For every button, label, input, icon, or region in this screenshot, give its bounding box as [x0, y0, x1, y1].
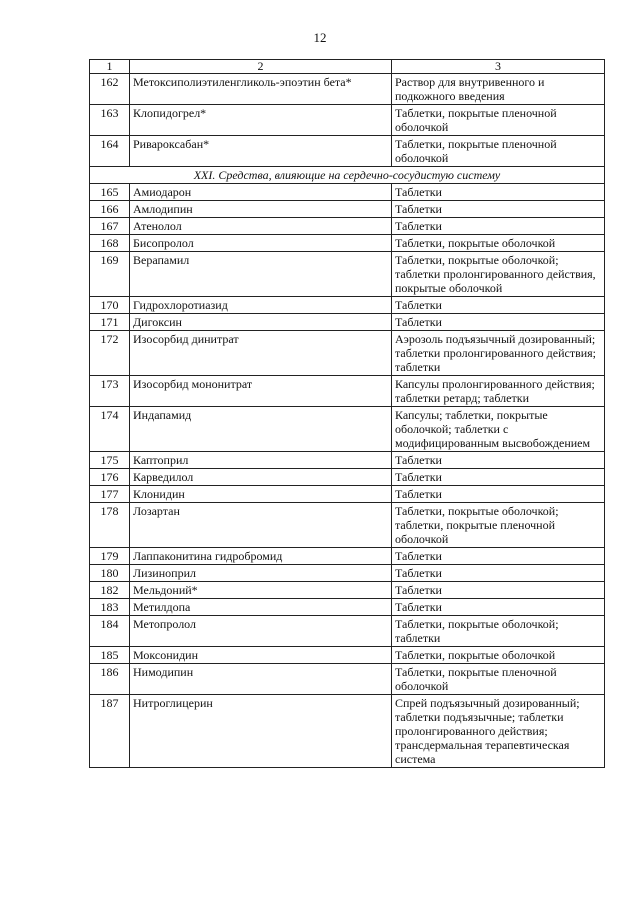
table-row: [90, 664, 605, 695]
dosage-form: Таблетки: [392, 548, 605, 565]
table-row: [90, 252, 605, 297]
row-number: 184: [90, 616, 130, 647]
table-row: [90, 218, 605, 235]
row-number: 179: [90, 548, 130, 565]
row-number: 183: [90, 599, 130, 616]
dosage-form: Таблетки: [392, 486, 605, 503]
row-number: 173: [90, 376, 130, 407]
drug-name: Изосорбид мононитрат: [130, 376, 392, 407]
row-number: 168: [90, 235, 130, 252]
dosage-form: Таблетки: [392, 218, 605, 235]
column-header-1: 1: [90, 60, 130, 74]
drug-table: [89, 59, 605, 768]
section-title: XXI. Средства, влияющие на сердечно-сосудистую систему: [90, 167, 605, 184]
dosage-form: Таблетки, покрытые пленочной оболочкой: [392, 136, 605, 167]
table-row: [90, 376, 605, 407]
row-number: 164: [90, 136, 130, 167]
drug-name: Изосорбид динитрат: [130, 331, 392, 376]
drug-name: Верапамил: [130, 252, 392, 297]
dosage-form: Раствор для внутривенного и подкожного введения: [392, 74, 605, 105]
row-number: 185: [90, 647, 130, 664]
row-number: 163: [90, 105, 130, 136]
row-number: 177: [90, 486, 130, 503]
table-row: [90, 565, 605, 582]
table-row: [90, 297, 605, 314]
drug-name: Нитроглицерин: [130, 695, 392, 768]
drug-name: Клопидогрел*: [130, 105, 392, 136]
section-row: [90, 167, 605, 184]
table-row: [90, 616, 605, 647]
drug-name: Клонидин: [130, 486, 392, 503]
table-header-row: [90, 60, 605, 74]
table-row: [90, 184, 605, 201]
column-header-2: 2: [130, 60, 392, 74]
dosage-form: Аэрозоль подъязычный дозированный; таблетки пролонгированного действия; таблетки: [392, 331, 605, 376]
dosage-form: Таблетки, покрытые оболочкой; таблетки: [392, 616, 605, 647]
row-number: 167: [90, 218, 130, 235]
row-number: 171: [90, 314, 130, 331]
row-number: 162: [90, 74, 130, 105]
table-row: [90, 235, 605, 252]
row-number: 182: [90, 582, 130, 599]
table-row: [90, 331, 605, 376]
dosage-form: Таблетки: [392, 565, 605, 582]
drug-name: Бисопролол: [130, 235, 392, 252]
dosage-form: Таблетки, покрытые оболочкой: [392, 235, 605, 252]
dosage-form: Таблетки: [392, 469, 605, 486]
table-row: [90, 136, 605, 167]
table-row: [90, 314, 605, 331]
dosage-form: Капсулы пролонгированного действия; таблетки ретард; таблетки: [392, 376, 605, 407]
column-header-3: 3: [392, 60, 605, 74]
dosage-form: Таблетки, покрытые оболочкой; таблетки пролонгированного действия, покрытые оболочкой: [392, 252, 605, 297]
table-row: [90, 105, 605, 136]
table-row: [90, 74, 605, 105]
table-body-top: [90, 74, 605, 167]
table-row: [90, 486, 605, 503]
row-number: 174: [90, 407, 130, 452]
drug-name: Метоксиполиэтиленгликоль-эпоэтин бета*: [130, 74, 392, 105]
row-number: 165: [90, 184, 130, 201]
row-number: 178: [90, 503, 130, 548]
table-row: [90, 599, 605, 616]
drug-name: Метопролол: [130, 616, 392, 647]
table-row: [90, 582, 605, 599]
page-number: 12: [313, 30, 327, 45]
drug-name: Амиодарон: [130, 184, 392, 201]
row-number: 175: [90, 452, 130, 469]
dosage-form: Таблетки: [392, 599, 605, 616]
table-body-main: [90, 184, 605, 768]
drug-name: Каптоприл: [130, 452, 392, 469]
drug-name: Лозартан: [130, 503, 392, 548]
row-number: 170: [90, 297, 130, 314]
drug-name: Нимодипин: [130, 664, 392, 695]
drug-name: Метилдопа: [130, 599, 392, 616]
row-number: 172: [90, 331, 130, 376]
dosage-form: Таблетки: [392, 582, 605, 599]
table-row: [90, 469, 605, 486]
row-number: 176: [90, 469, 130, 486]
drug-name: Карведилол: [130, 469, 392, 486]
table-row: [90, 647, 605, 664]
table-row: [90, 548, 605, 565]
table-row: [90, 452, 605, 469]
dosage-form: Таблетки: [392, 184, 605, 201]
section-row-group: [90, 167, 605, 184]
row-number: 169: [90, 252, 130, 297]
drug-name: Ривароксабан*: [130, 136, 392, 167]
table-row: [90, 503, 605, 548]
drug-name: Атенолол: [130, 218, 392, 235]
row-number: 166: [90, 201, 130, 218]
table-row: [90, 407, 605, 452]
dosage-form: Таблетки, покрытые оболочкой; таблетки, покрытые пленочной оболочкой: [392, 503, 605, 548]
drug-name: Гидрохлоротиазид: [130, 297, 392, 314]
dosage-form: Таблетки, покрытые пленочной оболочкой: [392, 664, 605, 695]
dosage-form: Таблетки, покрытые пленочной оболочкой: [392, 105, 605, 136]
dosage-form: Таблетки: [392, 314, 605, 331]
drug-name: Мельдоний*: [130, 582, 392, 599]
dosage-form: Капсулы; таблетки, покрытые оболочкой; таблетки с модифицированным высвобождением: [392, 407, 605, 452]
drug-name: Амлодипин: [130, 201, 392, 218]
drug-name: Моксонидин: [130, 647, 392, 664]
table-row: [90, 201, 605, 218]
drug-name: Дигоксин: [130, 314, 392, 331]
dosage-form: Таблетки: [392, 201, 605, 218]
drug-name: Индапамид: [130, 407, 392, 452]
row-number: 186: [90, 664, 130, 695]
dosage-form: Таблетки: [392, 297, 605, 314]
dosage-form: Таблетки: [392, 452, 605, 469]
dosage-form: Спрей подъязычный дозированный; таблетки подъязычные; таблетки пролонгированного действия; трансдермальная терапевтическая система: [392, 695, 605, 768]
row-number: 180: [90, 565, 130, 582]
row-number: 187: [90, 695, 130, 768]
dosage-form: Таблетки, покрытые оболочкой: [392, 647, 605, 664]
table-row: [90, 695, 605, 768]
drug-name: Лизиноприл: [130, 565, 392, 582]
drug-name: Лаппаконитина гидробромид: [130, 548, 392, 565]
